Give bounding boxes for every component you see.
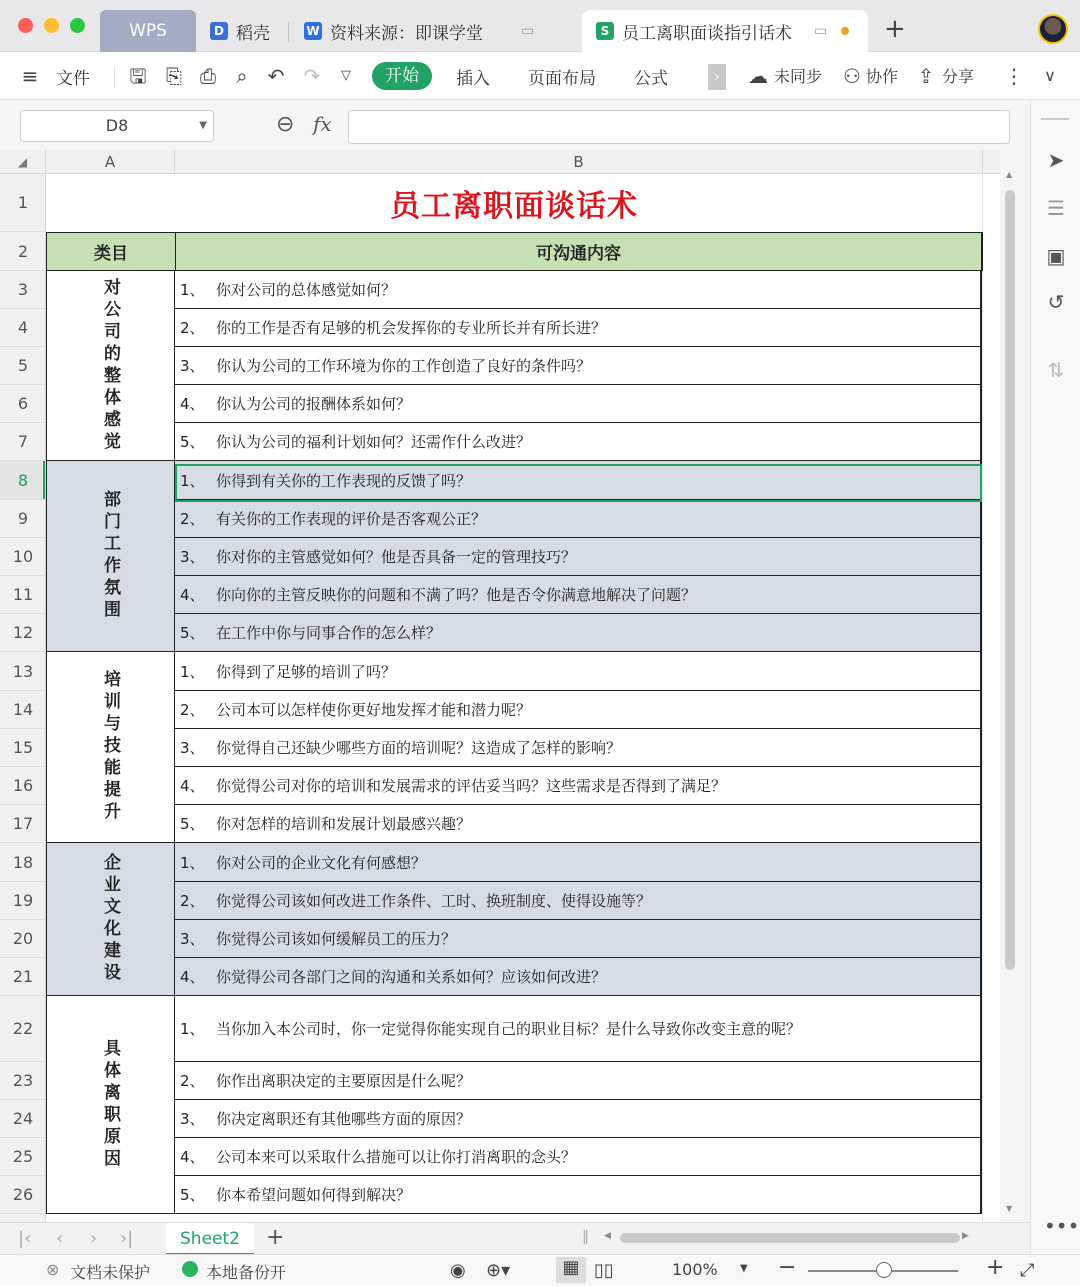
table-row[interactable] bbox=[175, 385, 982, 423]
item-number: 4、 bbox=[180, 586, 205, 604]
category-label: 培训与技能提升 bbox=[100, 670, 120, 824]
column-header-bar bbox=[0, 150, 1000, 174]
select-all-corner[interactable]: ◢ bbox=[0, 150, 46, 174]
tab-source-label: 资料来源：即课学堂 bbox=[330, 23, 483, 44]
item-text: 你对公司的总体感觉如何？ bbox=[216, 281, 397, 299]
menu-formula[interactable]: 公式 bbox=[634, 69, 668, 89]
tab-daoke-label: 稻壳 bbox=[236, 23, 270, 44]
title-tab-bar bbox=[0, 0, 1080, 52]
settings-sliders-icon[interactable]: ☰ bbox=[1047, 196, 1065, 220]
row-header[interactable]: 23 bbox=[0, 1062, 46, 1100]
undo-icon[interactable]: ↶ bbox=[267, 64, 285, 88]
item-number: 3、 bbox=[180, 357, 205, 375]
item-text: 你觉得公司各部门之间的沟通和关系如何？应该如何改进？ bbox=[216, 968, 607, 986]
eye-protection-icon[interactable]: ◉ bbox=[450, 1260, 466, 1281]
image-tool-icon[interactable]: ▣ bbox=[1046, 244, 1066, 268]
last-sheet-icon[interactable]: ›| bbox=[120, 1228, 134, 1249]
zoom-out-button[interactable]: − bbox=[778, 1255, 797, 1280]
category-cell[interactable] bbox=[46, 996, 175, 1214]
local-backup-status[interactable]: 本地备份开 bbox=[206, 1263, 287, 1282]
table-row[interactable] bbox=[175, 652, 982, 691]
tab-wps[interactable] bbox=[100, 10, 196, 52]
hamburger-menu-icon[interactable]: ≡ bbox=[21, 64, 39, 88]
minimize-window-button[interactable] bbox=[44, 18, 59, 33]
item-text: 你得到有关你的工作表现的反馈了吗？ bbox=[216, 471, 472, 490]
close-window-button[interactable] bbox=[18, 18, 33, 33]
item-text: 你认为公司的报酬体系如何？ bbox=[216, 395, 412, 413]
row-header[interactable]: 2 bbox=[0, 232, 46, 271]
zoom-dropdown-icon[interactable]: ▼ bbox=[740, 1263, 748, 1274]
table-row[interactable] bbox=[175, 805, 982, 843]
item-text: 你对怎样的培训和发展计划最感兴趣？ bbox=[216, 815, 472, 833]
row-header[interactable]: 10 bbox=[0, 538, 46, 576]
row-header[interactable]: 1 bbox=[0, 174, 46, 232]
item-text: 你向你的主管反映你的问题和不满了吗？他是否令你满意地解决了问题？ bbox=[216, 586, 697, 604]
daoke-icon: D bbox=[210, 22, 228, 40]
sheet-title[interactable]: 员工离职面谈话术 bbox=[390, 189, 638, 224]
sheet-tab-bar bbox=[0, 1222, 1030, 1254]
category-label: 部门工作氛围 bbox=[100, 490, 120, 622]
table-row[interactable] bbox=[175, 882, 982, 920]
table-row[interactable] bbox=[175, 958, 982, 996]
row-header[interactable]: 3 bbox=[0, 271, 46, 309]
redo-icon[interactable]: ↷ bbox=[303, 64, 321, 88]
tab-active-sheet[interactable] bbox=[582, 10, 868, 52]
menu-share[interactable]: 分享 bbox=[942, 67, 975, 86]
row-header[interactable]: 12 bbox=[0, 614, 46, 652]
table-row[interactable] bbox=[175, 309, 982, 347]
row-header[interactable]: 15 bbox=[0, 729, 46, 767]
more-menu-arrow[interactable]: › bbox=[708, 64, 726, 90]
row-header[interactable]: 5 bbox=[0, 347, 46, 385]
table-row[interactable] bbox=[175, 1100, 982, 1138]
item-number: 3、 bbox=[180, 548, 205, 566]
menu-bar bbox=[0, 52, 1080, 100]
item-text: 你认为公司的工作环境为你的工作创造了良好的条件吗？ bbox=[216, 357, 592, 375]
row-header[interactable]: 4 bbox=[0, 309, 46, 347]
row-header[interactable]: 6 bbox=[0, 385, 46, 423]
table-row[interactable] bbox=[175, 500, 982, 538]
row-header[interactable]: 18 bbox=[0, 843, 46, 882]
fullscreen-icon[interactable]: ⤢ bbox=[1020, 1260, 1035, 1281]
category-cell[interactable] bbox=[46, 843, 175, 996]
category-label: 对公司的整体感觉 bbox=[100, 277, 120, 454]
chevron-down-icon[interactable]: ▽ bbox=[341, 68, 351, 83]
item-number: 5、 bbox=[180, 1186, 205, 1204]
item-number: 3、 bbox=[180, 930, 205, 948]
export-icon[interactable]: ⎘ bbox=[166, 64, 182, 88]
row-header[interactable]: 9 bbox=[0, 500, 46, 538]
menu-file[interactable]: 文件 bbox=[56, 69, 90, 89]
item-text: 你作出离职决定的主要原因是什么呢？ bbox=[216, 1072, 472, 1090]
category-label: 企业文化建设 bbox=[100, 853, 120, 985]
item-text: 你认为公司的福利计划如何？还需作什么改进？ bbox=[216, 433, 532, 451]
panel-grip bbox=[1041, 118, 1069, 120]
history-icon[interactable]: ↺ bbox=[1047, 290, 1065, 314]
row-header[interactable]: 7 bbox=[0, 423, 46, 461]
hscroll-splitter[interactable]: ‖ bbox=[582, 1229, 589, 1245]
table-row[interactable] bbox=[175, 461, 982, 500]
item-text: 你的工作是否有足够的机会发挥你的专业所长并有所长进？ bbox=[216, 319, 607, 337]
menu-page-layout[interactable]: 页面布局 bbox=[528, 69, 596, 89]
sync-status[interactable]: 未同步 bbox=[774, 67, 823, 86]
scroll-left-icon[interactable]: ◀ bbox=[604, 1231, 611, 1241]
print-preview-icon[interactable]: ⌕ bbox=[236, 64, 248, 88]
item-number: 2、 bbox=[180, 892, 205, 910]
row-header[interactable]: 25 bbox=[0, 1138, 46, 1176]
row-header[interactable]: 22 bbox=[0, 996, 46, 1062]
center-layout-icon[interactable]: ⊕▾ bbox=[486, 1260, 511, 1281]
share-icon[interactable]: ⇪ bbox=[917, 64, 935, 88]
table-row[interactable] bbox=[175, 347, 982, 385]
monitor-icon: ▭ bbox=[521, 23, 535, 39]
zoom-search-icon[interactable]: ⊖ bbox=[276, 112, 295, 137]
row-header[interactable]: 13 bbox=[0, 652, 46, 691]
unsaved-dot-icon bbox=[841, 27, 849, 35]
row-header[interactable]: 21 bbox=[0, 958, 46, 996]
add-sheet-button[interactable]: + bbox=[266, 1225, 285, 1250]
table-row[interactable] bbox=[175, 767, 982, 805]
shield-icon: ⊗ bbox=[46, 1260, 60, 1279]
item-text: 你得到了足够的培训了吗？ bbox=[216, 662, 397, 681]
formula-input[interactable] bbox=[348, 110, 1010, 144]
chevron-down-icon: ▼ bbox=[199, 120, 207, 131]
column-header-b[interactable]: B bbox=[175, 150, 983, 174]
item-text: 你觉得公司对你的培训和发展需求的评估妥当吗？这些需求是否得到了满足？ bbox=[216, 777, 727, 795]
backup-status-icon bbox=[182, 1261, 198, 1277]
row-header[interactable]: 17 bbox=[0, 805, 46, 843]
menu-collaborate[interactable]: 协作 bbox=[866, 67, 899, 86]
zoom-level[interactable]: 100% bbox=[672, 1260, 718, 1279]
table-row[interactable] bbox=[175, 1138, 982, 1176]
item-number: 4、 bbox=[180, 395, 205, 413]
item-text: 你觉得公司该如何改进工作条件、工时、换班制度、使得设施等？ bbox=[216, 892, 652, 910]
item-text: 公司本可以怎样使你更好地发挥才能和潜力呢？ bbox=[216, 701, 532, 719]
avatar[interactable] bbox=[1038, 14, 1068, 44]
table-row[interactable] bbox=[175, 843, 982, 882]
vertical-scroll-thumb[interactable] bbox=[1005, 190, 1015, 970]
sheet-tab-sheet2[interactable]: Sheet2 bbox=[166, 1223, 254, 1255]
item-number: 2、 bbox=[180, 701, 205, 719]
table-row[interactable] bbox=[175, 1176, 982, 1214]
row-header[interactable]: 14 bbox=[0, 691, 46, 729]
table-row[interactable] bbox=[175, 729, 982, 767]
item-number: 5、 bbox=[180, 624, 205, 642]
tab-separator bbox=[288, 22, 289, 42]
table-row[interactable] bbox=[175, 576, 982, 614]
item-text: 你对公司的企业文化有何感想？ bbox=[216, 853, 427, 872]
category-cell[interactable] bbox=[46, 652, 175, 843]
item-number: 4、 bbox=[180, 777, 205, 795]
item-number: 2、 bbox=[180, 510, 205, 528]
item-text: 在工作中你与同事合作的怎么样？ bbox=[216, 624, 442, 642]
zoom-in-button[interactable]: + bbox=[986, 1255, 1005, 1280]
new-tab-button[interactable]: + bbox=[884, 14, 906, 44]
writer-doc-icon: W bbox=[304, 22, 322, 40]
collaborate-icon[interactable]: ⚇ bbox=[843, 64, 861, 88]
row-header[interactable]: 16 bbox=[0, 767, 46, 805]
item-number: 2、 bbox=[180, 319, 205, 337]
row-header[interactable]: 20 bbox=[0, 920, 46, 958]
item-number: 3、 bbox=[180, 1110, 205, 1128]
sheet-doc-icon: S bbox=[596, 22, 614, 40]
item-text: 你觉得自己还缺少哪些方面的培训呢？这造成了怎样的影响？ bbox=[216, 739, 622, 757]
item-text: 你觉得公司该如何缓解员工的压力？ bbox=[216, 930, 457, 948]
first-sheet-icon[interactable]: |‹ bbox=[18, 1228, 32, 1249]
divider bbox=[114, 66, 115, 88]
item-number: 4、 bbox=[180, 1148, 205, 1166]
category-cell[interactable] bbox=[46, 461, 175, 652]
table-row[interactable] bbox=[175, 920, 982, 958]
horizontal-scroll-thumb[interactable] bbox=[620, 1233, 960, 1243]
column-header-a[interactable]: A bbox=[46, 150, 175, 174]
row-header[interactable]: 26 bbox=[0, 1176, 46, 1214]
header-category[interactable]: 类目 bbox=[46, 232, 176, 271]
collapse-ribbon-icon[interactable]: ∨ bbox=[1044, 66, 1056, 85]
category-label: 具体离职原因 bbox=[100, 1038, 120, 1171]
scroll-right-icon[interactable]: ▶ bbox=[962, 1231, 969, 1241]
more-dots-icon[interactable]: ••• bbox=[1044, 1214, 1080, 1238]
row-header[interactable]: 11 bbox=[0, 576, 46, 614]
menu-start[interactable]: 开始 bbox=[372, 62, 432, 90]
category-cell[interactable] bbox=[46, 271, 175, 461]
item-text: 你本希望问题如何得到解决？ bbox=[216, 1186, 412, 1204]
item-text: 有关你的工作表现的评价是否客观公正？ bbox=[216, 510, 487, 528]
item-number: 1、 bbox=[180, 853, 205, 872]
page-view-icon[interactable]: ▯▯ bbox=[594, 1260, 614, 1281]
vertical-scrollbar[interactable] bbox=[1000, 150, 1030, 1222]
prev-sheet-icon[interactable]: ‹ bbox=[56, 1228, 64, 1249]
cloud-sync-icon[interactable]: ☁ bbox=[748, 64, 768, 88]
row-header[interactable]: 19 bbox=[0, 882, 46, 920]
table-row[interactable] bbox=[175, 271, 982, 309]
tab-source-doc[interactable] bbox=[304, 10, 534, 52]
tab-daoke[interactable] bbox=[210, 10, 270, 52]
save-icon[interactable]: 🖫 bbox=[129, 64, 147, 88]
item-number: 2、 bbox=[180, 1072, 205, 1090]
row-header-bar bbox=[0, 174, 46, 1222]
formula-bar bbox=[0, 100, 1030, 150]
item-number: 1、 bbox=[180, 471, 205, 490]
scroll-up-icon[interactable]: ▲ bbox=[1006, 170, 1013, 179]
scroll-down-icon[interactable]: ▼ bbox=[1006, 1204, 1013, 1213]
item-number: 1、 bbox=[180, 1020, 205, 1038]
right-side-panel bbox=[1030, 100, 1080, 1254]
normal-view-icon[interactable]: ▦ bbox=[556, 1257, 586, 1283]
reorder-icon[interactable]: ⇅ bbox=[1047, 358, 1065, 382]
name-box-value: D8 bbox=[105, 116, 129, 135]
spreadsheet-grid[interactable] bbox=[46, 174, 1000, 1222]
name-box[interactable] bbox=[20, 110, 214, 142]
zoom-slider-knob[interactable] bbox=[876, 1262, 892, 1278]
item-text: 你对你的主管感觉如何？他是否具备一定的管理技巧？ bbox=[216, 548, 577, 566]
status-bar bbox=[0, 1254, 1080, 1286]
menu-insert[interactable]: 插入 bbox=[456, 69, 490, 89]
table-row[interactable] bbox=[175, 423, 982, 461]
document-protection-status[interactable]: 文档未保护 bbox=[70, 1263, 151, 1282]
row-header[interactable]: 24 bbox=[0, 1100, 46, 1138]
table-row[interactable] bbox=[175, 691, 982, 729]
fx-icon[interactable]: fx bbox=[313, 112, 332, 136]
item-number: 3、 bbox=[180, 739, 205, 757]
row-header[interactable]: 8 bbox=[0, 461, 46, 500]
item-number: 5、 bbox=[180, 815, 205, 833]
tab-wps-label: WPS bbox=[129, 21, 167, 41]
cursor-select-icon[interactable]: ➤ bbox=[1047, 148, 1065, 172]
tab-active-label: 员工离职面谈指引话术 bbox=[622, 23, 792, 44]
item-number: 1、 bbox=[180, 281, 205, 299]
more-options-icon[interactable]: ⋮ bbox=[1004, 64, 1024, 88]
item-number: 4、 bbox=[180, 968, 205, 986]
table-row[interactable] bbox=[175, 996, 982, 1062]
maximize-window-button[interactable] bbox=[70, 18, 85, 33]
item-text: 公司本来可以采取什么措施可以让你打消离职的念头？ bbox=[216, 1148, 577, 1166]
next-sheet-icon[interactable]: › bbox=[90, 1228, 98, 1249]
table-row[interactable] bbox=[175, 538, 982, 576]
print-icon[interactable]: ⎙ bbox=[200, 64, 216, 88]
item-number: 1、 bbox=[180, 662, 205, 681]
header-content[interactable]: 可沟通内容 bbox=[175, 232, 983, 271]
item-text: 当你加入本公司时，你一定觉得你能实现自己的职业目标？是什么导致你改变主意的呢？ bbox=[216, 1020, 802, 1038]
gridline bbox=[982, 174, 983, 1222]
table-row[interactable] bbox=[175, 1062, 982, 1100]
monitor-icon: ▭ bbox=[814, 23, 828, 39]
item-text: 你决定离职还有其他哪些方面的原因？ bbox=[216, 1110, 472, 1128]
table-row[interactable] bbox=[175, 614, 982, 652]
item-number: 5、 bbox=[180, 433, 205, 451]
